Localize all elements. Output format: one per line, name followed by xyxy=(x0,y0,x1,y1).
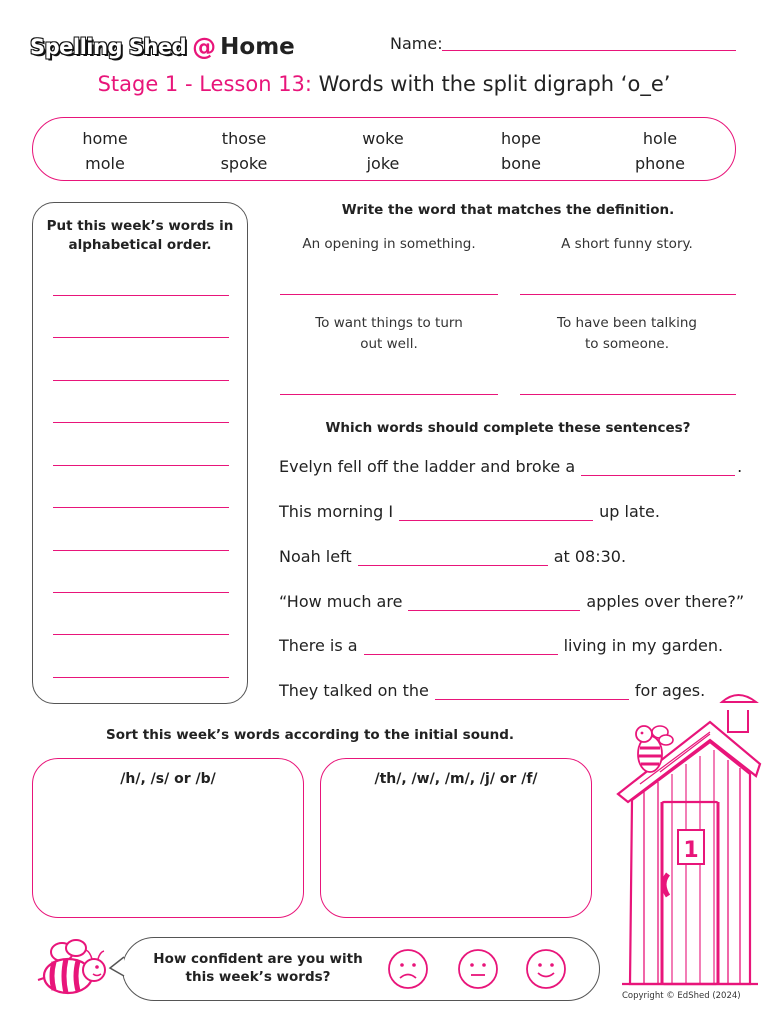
sentence-blank[interactable] xyxy=(581,458,735,476)
definition-text xyxy=(280,234,498,255)
alphabetical-answer-line[interactable] xyxy=(53,422,229,423)
confidence-bubble xyxy=(122,937,600,1001)
confidence-question xyxy=(143,950,373,986)
word-bank-word: hole xyxy=(642,129,678,148)
logo-home: Home xyxy=(220,34,295,60)
logo-text: Spelling Shed xyxy=(30,35,187,59)
definition-text xyxy=(518,234,736,255)
definition-answer-line[interactable] xyxy=(520,294,736,295)
alphabetical-answer-line[interactable] xyxy=(53,634,229,635)
alphabetical-answer-line[interactable] xyxy=(53,550,229,551)
word-bank-column xyxy=(610,126,710,176)
word-bank-word: woke xyxy=(362,129,404,148)
definition-line: To have been talking xyxy=(557,315,697,331)
name-input-line[interactable] xyxy=(442,50,736,51)
alphabetical-answer-line[interactable] xyxy=(53,465,229,466)
word-bank-column xyxy=(55,126,155,176)
word-bank-word: joke xyxy=(366,154,400,173)
page-title xyxy=(0,72,768,96)
word-bank-column xyxy=(333,126,433,176)
confidence-question-line: How confident are you with xyxy=(153,951,363,967)
definition-line: To want things to turn xyxy=(315,315,463,331)
sentence-blank[interactable] xyxy=(399,503,593,521)
sentence-item xyxy=(279,636,723,655)
title-colon: : xyxy=(304,72,312,96)
sentence-blank[interactable] xyxy=(358,548,548,566)
definition-line: A short funny story. xyxy=(561,236,693,252)
sentence-text: living in my garden. xyxy=(563,636,724,655)
word-bank-column xyxy=(194,126,294,176)
sentence-item xyxy=(279,547,626,566)
neutral-face-icon[interactable] xyxy=(457,948,499,990)
sentence-blank[interactable] xyxy=(364,637,558,655)
sentence-text: at 08:30. xyxy=(553,547,627,566)
sentence-text: This morning I xyxy=(279,502,394,521)
spelling-shed-illustration xyxy=(610,684,768,994)
word-bank-word: mole xyxy=(85,154,125,173)
sentence-item xyxy=(279,592,744,611)
sentence-text: There is a xyxy=(279,636,358,655)
sentence-item xyxy=(279,457,742,476)
title-stage: Stage 1 - Lesson 13 xyxy=(97,72,305,96)
word-bank-word: those xyxy=(221,129,267,148)
word-bank-word: bone xyxy=(501,154,541,173)
alphabetical-answer-line[interactable] xyxy=(53,337,229,338)
sad-face-icon[interactable] xyxy=(387,948,429,990)
sentence-text: apples over there?” xyxy=(586,592,745,611)
sentence-blank[interactable] xyxy=(435,682,629,700)
logo-at: @ xyxy=(192,33,217,61)
sort-box-h-s-b[interactable] xyxy=(32,758,304,918)
happy-face-icon[interactable] xyxy=(525,948,567,990)
sentence-text: Noah left xyxy=(279,547,352,566)
alphabetical-heading-line: alphabetical order. xyxy=(68,237,212,253)
sentence-text: . xyxy=(737,457,743,476)
alphabetical-order-box xyxy=(32,202,248,704)
alphabetical-heading-line: Put this week’s words in xyxy=(46,218,234,234)
door-number: 1 xyxy=(683,838,699,863)
word-bank-word: spoke xyxy=(220,154,268,173)
sort-box-title: /th/, /w/, /m/, /j/ or /f/ xyxy=(374,771,538,787)
word-bank-word: home xyxy=(82,129,128,148)
alphabetical-answer-line[interactable] xyxy=(53,295,229,296)
spelling-shed-logo xyxy=(30,30,295,64)
bee-icon xyxy=(34,934,114,1002)
definition-text xyxy=(518,313,736,355)
word-bank-column xyxy=(471,126,571,176)
alphabetical-heading xyxy=(33,217,247,255)
definition-text xyxy=(280,313,498,355)
word-bank-word: phone xyxy=(634,154,686,173)
sentence-text: Evelyn fell off the ladder and broke a xyxy=(279,457,576,476)
word-bank-word: hope xyxy=(501,129,541,148)
word-bank xyxy=(32,117,736,181)
definitions-heading: Write the word that matches the definition. xyxy=(341,202,675,218)
sentence-text: up late. xyxy=(599,502,660,521)
sentence-text: “How much are xyxy=(279,592,403,611)
alphabetical-answer-line[interactable] xyxy=(53,592,229,593)
alphabetical-answer-line[interactable] xyxy=(53,677,229,678)
sort-box-title: /h/, /s/ or /b/ xyxy=(120,771,216,787)
definition-line: to someone. xyxy=(584,336,669,352)
bubble-tail xyxy=(108,956,128,978)
sentence-item xyxy=(279,502,660,521)
sentence-text: for ages. xyxy=(634,681,706,700)
alphabetical-answer-line[interactable] xyxy=(53,380,229,381)
sort-box-th-w-m-j-f[interactable] xyxy=(320,758,592,918)
copyright: Copyright © EdShed (2024) xyxy=(622,991,741,1001)
sentence-text: They talked on the xyxy=(279,681,429,700)
sorting-heading: Sort this week’s words according to the initial sound. xyxy=(105,727,515,743)
sentence-blank[interactable] xyxy=(408,593,580,611)
sentences-heading: Which words should complete these sentences? xyxy=(325,420,691,436)
definition-line: An opening in something. xyxy=(302,236,476,252)
confidence-question-line: this week’s words? xyxy=(185,969,331,985)
definition-line: out well. xyxy=(360,336,418,352)
definition-answer-line[interactable] xyxy=(520,394,736,395)
definition-answer-line[interactable] xyxy=(280,294,498,295)
definition-answer-line[interactable] xyxy=(280,394,498,395)
alphabetical-answer-line[interactable] xyxy=(53,507,229,508)
name-label: Name: xyxy=(390,34,443,53)
title-topic: Words with the split digraph ‘o_e’ xyxy=(312,72,671,96)
